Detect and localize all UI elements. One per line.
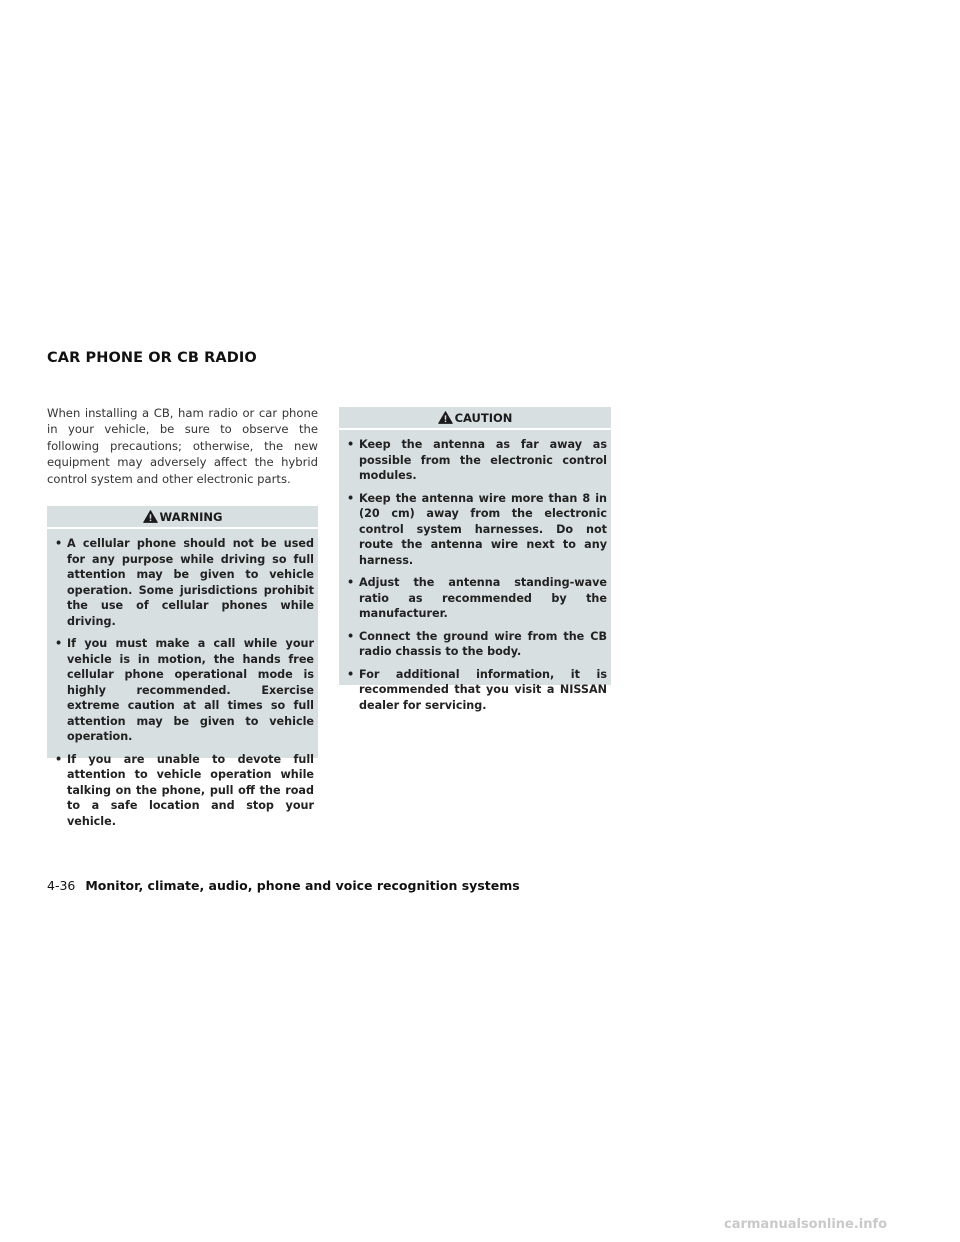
warning-box xyxy=(47,506,318,828)
warning-triangle-icon xyxy=(438,411,453,424)
caution-item: • Adjust the antenna standing-wave ratio as recommended by the manufacturer. xyxy=(347,575,607,622)
watermark: carmanualsonline.info xyxy=(724,1217,888,1232)
warning-item: • If you must make a call while your vehicle is in motion, the hands free cellular phone operational mode is highly recommended. Exercise extreme caution at all times so full attention may be given to vehicle operation. xyxy=(55,636,314,745)
caution-item: • Keep the antenna wire more than 8 in (20 cm) away from the electronic control system harnesses. Do not route the antenna wire next to any harness. xyxy=(347,491,607,569)
warning-list xyxy=(47,529,318,829)
warning-item: • If you are unable to devote full attention to vehicle operation while talking on the phone, pull off the road to a safe location and stop your vehicle. xyxy=(55,752,314,830)
warning-label: WARNING xyxy=(159,509,223,524)
caution-box xyxy=(339,407,611,712)
caution-label: CAUTION xyxy=(454,410,513,425)
warning-header xyxy=(47,506,318,529)
caution-item: • Keep the antenna as far away as possible from the electronic control modules. xyxy=(347,437,607,484)
caution-item: • For additional information, it is recommended that you visit a NISSAN dealer for servicing. xyxy=(347,667,607,714)
caution-header xyxy=(339,407,611,430)
page-footer xyxy=(47,878,520,893)
caution-list xyxy=(339,430,611,713)
intro-paragraph: When installing a CB, ham radio or car phone in your vehicle, be sure to observe the following precautions; otherwise, the new equipment may adversely affect the hybrid control system and other electronic parts. xyxy=(47,406,318,486)
warning-triangle-icon xyxy=(143,510,158,523)
chapter-title: Monitor, climate, audio, phone and voice recognition systems xyxy=(85,878,520,893)
warning-item: • A cellular phone should not be used for any purpose while driving so full attention may be given to vehicle operation. Some jurisdictions prohibit the use of cellular phones while driving. xyxy=(55,536,314,629)
caution-item: • Connect the ground wire from the CB radio chassis to the body. xyxy=(347,629,607,660)
section-title: CAR PHONE OR CB RADIO xyxy=(47,350,257,366)
page-number: 4-36 xyxy=(47,878,76,893)
